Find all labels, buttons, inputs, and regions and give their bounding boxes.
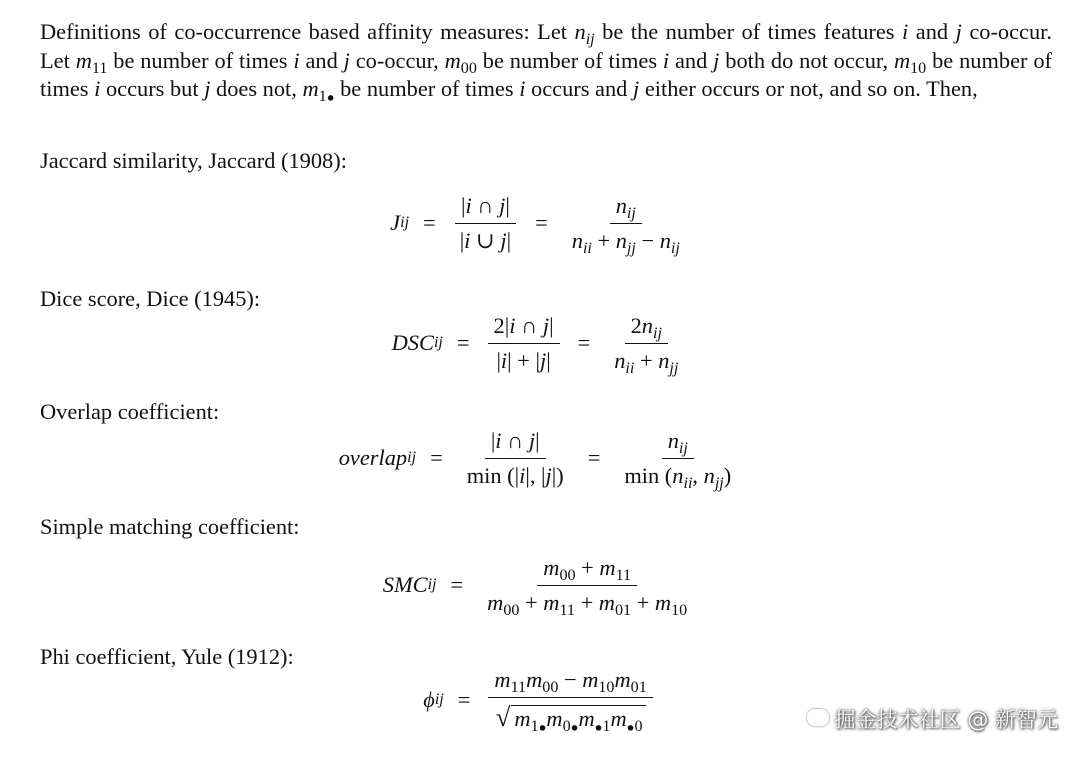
intro-paragraph: Definitions of co-occurrence based affinity measures: Let $n_{ij}$ be the number of times features i and j co-occur. Let $m_{11}$ be number of times i and j co-occur, $m_{00}$ be number of times i and j both do not occur, $m_{10}$ be number of times i occurs but j does not, $m_{1●}$ be number of times i occurs and j either occurs or not, and so on. Then, — [40, 19, 1052, 106]
watermark: 掘金技术社区 @ 新智元 — [807, 704, 1058, 734]
wechat-icon — [807, 709, 829, 726]
smc-heading: Simple matching coefficient: — [40, 514, 300, 539]
phi-equation: ϕ ij = $\frac{m_{11}m_{00} - m_{10}m_{01}}{√ m_{1●}m_{0●}m_{●1}m_{●0}}$ — [0, 660, 1080, 740]
dice-heading: Dice score, Dice (1945): — [40, 286, 261, 311]
overlap-equation: overlap ij = $\frac{|i \cap j|}{\min (|i|, |j|)}$ = $\frac{n_{ij}}{\min (n_{ii}, n_{jj})}$ — [338, 427, 732, 492]
phi-heading: Phi coefficient, Yule (1912): — [40, 644, 294, 669]
dice-equation: DSC ij = $\frac{2|i \cap j|}{|i| + |j|}$ = $\frac{2n_{ij}}{n_{ii} + n_{jj}}$ — [391, 312, 679, 377]
overlap-heading: Overlap coefficient: — [40, 399, 220, 424]
smc-equation: SMC ij = $\frac{m_{00} + m_{11}}{m_{00} + m_{11} + m_{01} + m_{10}}$ — [382, 554, 688, 619]
jaccard-equation: J ij = $\frac{|i \cap j|}{|i \cup j|}$ = $\frac{n_{ij}}{n_{ii} + n_{jj} - n_{ij}}$ — [390, 192, 680, 257]
jaccard-heading: Jaccard similarity, Jaccard (1908): — [40, 148, 347, 173]
